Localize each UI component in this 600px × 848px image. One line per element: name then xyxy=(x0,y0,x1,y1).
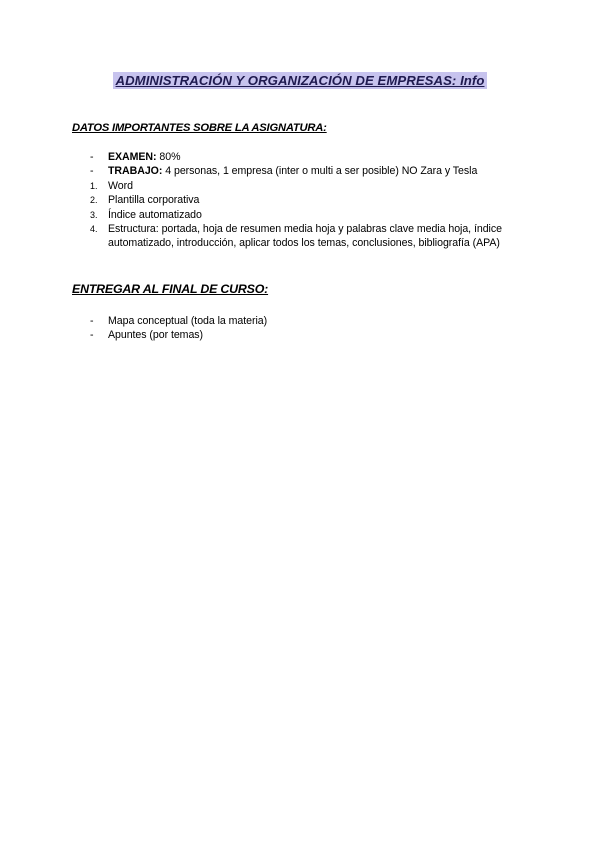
item-label: EXAMEN: xyxy=(108,151,157,163)
number-marker: 1. xyxy=(90,180,98,191)
bullet-marker: - xyxy=(90,165,94,178)
bullet-marker: - xyxy=(90,315,94,327)
list-item xyxy=(0,208,528,222)
entregar-list xyxy=(0,314,600,343)
item-text: Estructura: portada, hoja de resumen media hoja y palabras clave media hoja, índice automatizado, introducción, aplicar todos los temas, conclusiones, bibliografía (APA) xyxy=(108,223,502,250)
list-item xyxy=(0,193,528,207)
list-item xyxy=(0,314,528,328)
section-heading-datos: DATOS IMPORTANTES SOBRE LA ASIGNATURA: xyxy=(72,122,327,134)
item-text: Mapa conceptual (toda la materia) xyxy=(108,315,268,327)
datos-list xyxy=(0,150,600,251)
item-text: 80% xyxy=(156,151,181,163)
list-item xyxy=(0,150,528,164)
list-item xyxy=(0,222,528,251)
item-label: TRABAJO: xyxy=(108,165,163,178)
item-text: Word xyxy=(108,179,133,192)
number-marker: 2. xyxy=(90,195,98,206)
section-heading-entregar: ENTREGAR AL FINAL DE CURSO: xyxy=(72,282,269,296)
bullet-marker: - xyxy=(90,329,94,342)
item-text: 4 personas, 1 empresa (inter o multi a ser posible) NO Zara y Tesla xyxy=(162,165,478,178)
list-item xyxy=(0,179,528,193)
number-marker: 4. xyxy=(90,224,98,235)
item-text: Apuntes (por temas) xyxy=(108,329,204,342)
document-title: ADMINISTRACIÓN Y ORGANIZACIÓN DE EMPRESAS: Info xyxy=(113,72,488,89)
bullet-marker: - xyxy=(90,151,94,163)
list-item xyxy=(0,164,528,178)
title-container xyxy=(0,72,600,90)
item-text: Índice automatizado xyxy=(108,208,202,221)
list-item xyxy=(0,328,528,342)
item-text: Plantilla corporativa xyxy=(108,194,200,207)
number-marker: 3. xyxy=(90,209,98,220)
